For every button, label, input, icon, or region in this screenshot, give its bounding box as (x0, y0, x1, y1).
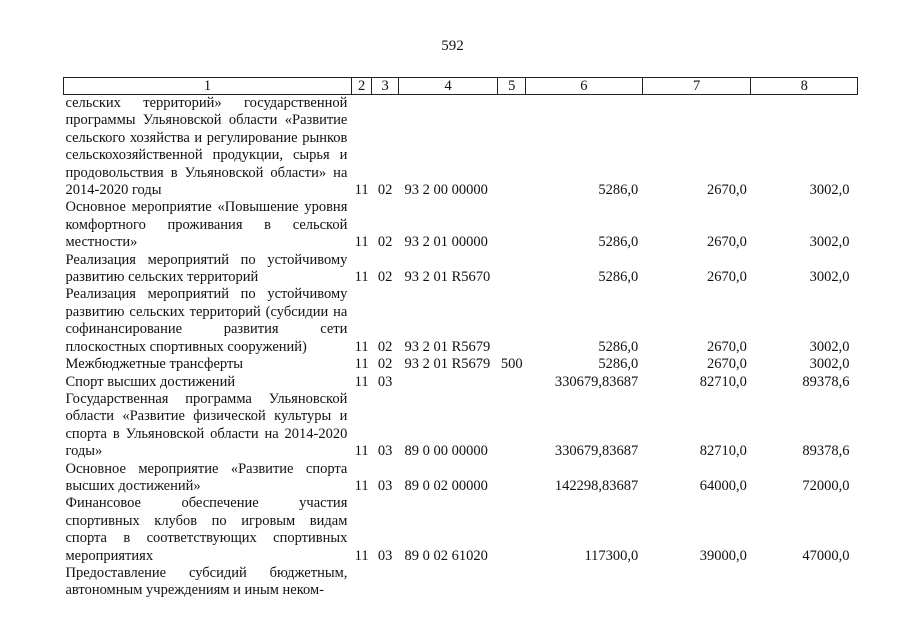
row-value-col7: 82710,0 (699, 443, 747, 460)
row-expense-type (498, 199, 526, 251)
header-col-1: 1 (64, 78, 352, 95)
row-name: Финансовое обеспечение участия спортивных клубов по игровым видам спорта в соответствующих спортивных мероприятиях (65, 495, 348, 564)
row-name: Основное мероприятие «Развитие спорта высших достижений» (65, 460, 348, 494)
row-value-col7 (642, 565, 751, 600)
row-target-item: 93 2 01 00000 (404, 234, 488, 251)
row-target-item: 89 0 02 00000 (404, 477, 488, 494)
header-col-2: 2 (351, 78, 371, 95)
row-expense-type (498, 252, 526, 287)
table-row (64, 565, 858, 600)
row-expense-type (498, 374, 526, 391)
header-col-6: 6 (526, 78, 643, 95)
table-row (64, 95, 858, 200)
row-value-col7: 2670,0 (707, 234, 747, 251)
row-value-col6: 330679,83687 (554, 443, 639, 460)
row-section: 11 (354, 477, 369, 494)
row-section: 11 (354, 443, 369, 460)
row-value-col6: 142298,83687 (554, 477, 639, 494)
row-value-col8: 3002,0 (809, 356, 850, 373)
row-value-col6: 5286,0 (598, 356, 639, 373)
row-target-item (398, 374, 497, 391)
row-value-col8: 3002,0 (809, 338, 850, 355)
table-row (64, 495, 858, 565)
row-name: Межбюджетные трансферты (65, 356, 244, 373)
row-value-col7: 2670,0 (707, 269, 747, 286)
row-name: Реализация мероприятий по устойчивому развитию сельских территорий (65, 251, 348, 286)
row-expense-type (498, 495, 526, 565)
table-body (64, 95, 858, 600)
table-row (64, 286, 858, 356)
header-col-7: 7 (642, 78, 751, 95)
header-col-4: 4 (398, 78, 497, 95)
page-number: 592 (441, 38, 464, 54)
row-target-item: 89 0 00 00000 (404, 443, 488, 460)
row-value-col6: 117300,0 (584, 547, 639, 564)
row-subsection: 03 (377, 477, 393, 494)
row-value-col7: 64000,0 (699, 477, 747, 494)
row-value-col7: 2670,0 (707, 356, 747, 373)
row-value-col8: 3002,0 (809, 269, 850, 286)
row-value-col7: 82710,0 (699, 373, 747, 390)
row-value-col7: 2670,0 (707, 338, 747, 355)
row-target-item: 93 2 01 R5679 (404, 338, 491, 355)
header-col-3: 3 (372, 78, 399, 95)
table-row (64, 374, 858, 391)
row-subsection: 03 (377, 547, 393, 564)
row-value-col6: 330679,83687 (554, 373, 639, 390)
row-expense-type (498, 565, 526, 600)
row-expense-type: 500 (500, 356, 523, 373)
header-col-8: 8 (751, 78, 858, 95)
row-name: Реализация мероприятий по устойчивому развитию сельских территорий (субсидии на софинансирование развития сети плоскостных спортивных сооружений) (65, 286, 348, 355)
row-section: 11 (354, 356, 369, 373)
row-value-col8: 89378,6 (802, 373, 850, 390)
row-value-col8: 89378,6 (802, 443, 850, 460)
row-section: 11 (354, 338, 369, 355)
table-row (64, 391, 858, 461)
row-value-col8 (751, 565, 858, 600)
row-target-item: 93 2 00 00000 (404, 182, 488, 199)
row-section: 11 (354, 547, 369, 564)
row-expense-type (498, 391, 526, 461)
row-value-col6: 5286,0 (598, 269, 639, 286)
row-subsection: 02 (377, 269, 393, 286)
table-row (64, 461, 858, 496)
budget-table (63, 77, 858, 600)
table-header (64, 78, 858, 95)
row-target-item: 93 2 01 R5679 (404, 356, 491, 373)
row-name: Спорт высших достижений (65, 373, 236, 390)
row-subsection: 02 (377, 182, 393, 199)
row-value-col8: 3002,0 (809, 234, 850, 251)
row-value-col6: 5286,0 (598, 182, 639, 199)
row-value-col7: 39000,0 (699, 547, 747, 564)
row-target-item (398, 565, 497, 600)
table-row (64, 252, 858, 287)
row-subsection: 02 (377, 356, 393, 373)
row-value-col6 (526, 565, 643, 600)
row-subsection: 02 (377, 234, 393, 251)
row-value-col6: 5286,0 (598, 234, 639, 251)
header-col-5: 5 (498, 78, 526, 95)
row-value-col8: 47000,0 (802, 547, 850, 564)
row-name: Государственная программа Ульяновской области «Развитие физической культуры и спорта в Ульяновской области на 2014-2020 годы» (65, 390, 348, 460)
row-name: сельских территорий» государственной программы Ульяновской области «Развитие сельского хозяйства и регулирование рынков сельскохозяйственной продукции, сырья и продовольствия в Ульяновской области» на 2014-2020 годы (65, 95, 348, 199)
row-section (351, 565, 371, 600)
row-expense-type (498, 286, 526, 356)
table-row (64, 199, 858, 251)
row-expense-type (498, 95, 526, 200)
row-value-col8: 3002,0 (809, 182, 850, 199)
row-subsection: 03 (377, 443, 393, 460)
row-target-item: 93 2 01 R5670 (404, 269, 491, 286)
row-value-col8: 72000,0 (802, 477, 850, 494)
row-expense-type (498, 461, 526, 496)
row-name: Основное мероприятие «Повышение уровня комфортного проживания в сельской местности» (65, 199, 348, 251)
row-section: 11 (354, 269, 369, 286)
row-name: Предоставление субсидий бюджетным, автономным учреждениям и иным неком- (65, 564, 348, 599)
row-section: 11 (354, 373, 369, 390)
row-subsection: 03 (377, 373, 393, 390)
row-subsection: 02 (377, 338, 393, 355)
row-value-col6: 5286,0 (598, 338, 639, 355)
header-row (64, 78, 858, 95)
row-section: 11 (354, 182, 369, 199)
row-target-item: 89 0 02 61020 (404, 547, 488, 564)
row-subsection (372, 565, 399, 600)
table-row (64, 356, 858, 373)
row-value-col7: 2670,0 (707, 182, 747, 199)
row-section: 11 (354, 234, 369, 251)
